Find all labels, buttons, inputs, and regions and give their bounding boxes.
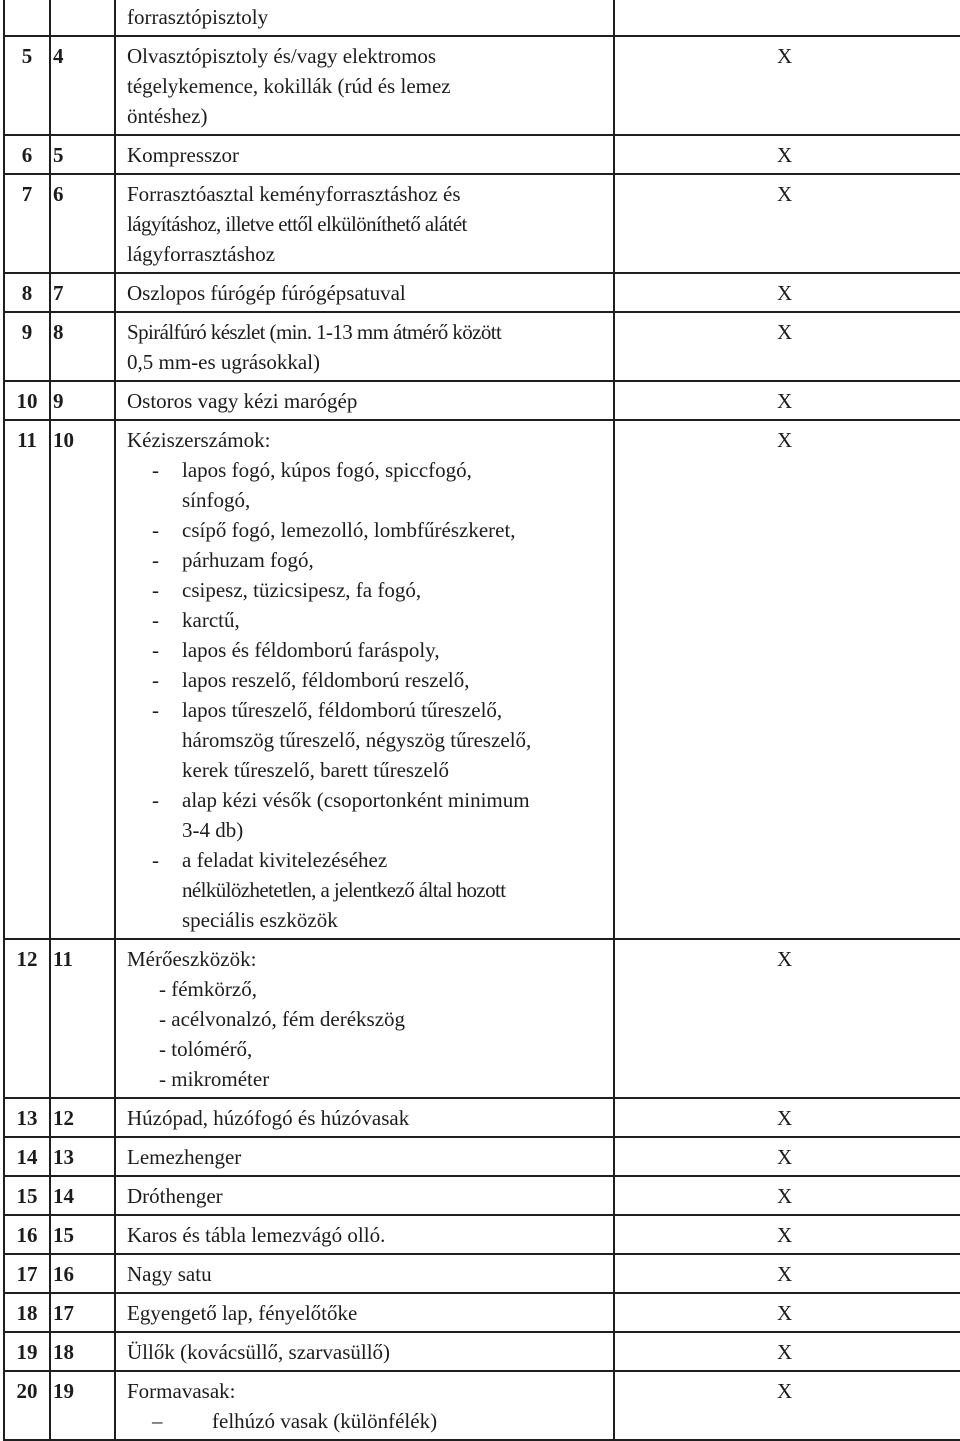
list-item: - fémkörző, [159,977,257,1001]
mark-cell [614,312,960,381]
item-description [115,174,614,273]
mark-cell [614,939,960,1098]
description-line: Húzópad, húzófogó és húzóvasak [127,1106,410,1130]
description-line: Olvasztópisztoly és/vagy elektromos [127,44,437,68]
item-number: 14 [50,1176,115,1215]
row-number: 11 [4,420,50,939]
list-item-line: sínfogó, [182,488,251,512]
list-item [127,785,613,845]
mark: X [777,1184,793,1208]
list-item [127,695,613,785]
description-line: Karos és tábla lemezvágó olló. [127,1223,386,1247]
table-row [4,1371,960,1440]
list-item [127,575,613,605]
mark: X [777,44,793,68]
list-item [127,605,613,635]
mark-cell [614,1332,960,1371]
section-title: Formavasak: [127,1379,236,1403]
item-description [115,0,614,36]
row-number: 7 [4,174,50,273]
mark: X [777,320,793,344]
row-number: 20 [4,1371,50,1440]
list-item [127,545,613,575]
list-item [127,515,613,545]
mark-cell [614,1254,960,1293]
item-number: 5 [50,135,115,174]
item-number: 13 [50,1137,115,1176]
list-item: - acélvonalzó, fém derékszög [159,1007,406,1031]
description-line: Dróthenger [127,1184,223,1208]
row-number: 5 [4,36,50,135]
table-row [4,1176,960,1215]
dash: - [152,518,159,542]
description-line: Kompresszor [127,143,239,167]
table-row [4,0,960,36]
list-item-line: nélkülözhetetlen, a jelentkező által hozott [182,878,506,902]
row-number: 12 [4,939,50,1098]
item-number: 6 [50,174,115,273]
item-number: 19 [50,1371,115,1440]
item-description [115,312,614,381]
row-number: 9 [4,312,50,381]
row-number: 16 [4,1215,50,1254]
row-number: 6 [4,135,50,174]
mark: X [777,1379,793,1403]
description-line: Lemezhenger [127,1145,242,1169]
dash: - [152,698,159,722]
table-row [4,1254,960,1293]
item-number: 10 [50,420,115,939]
item-description [115,1176,614,1215]
mark: X [777,1223,793,1247]
item-description [115,1371,614,1440]
mark: X [777,1106,793,1130]
table-row [4,174,960,273]
list-item [127,455,613,515]
description-line: Nagy satu [127,1262,212,1286]
mark: X [777,1340,793,1364]
item-description [115,1098,614,1137]
mark: X [777,281,793,305]
mark-cell [614,1371,960,1440]
row-number: 10 [4,381,50,420]
item-description [115,1332,614,1371]
list-item-line: csipesz, tüzicsipesz, fa fogó, [182,578,422,602]
list-item [127,665,613,695]
item-number: 9 [50,381,115,420]
mark-cell [614,1137,960,1176]
mark-cell [614,1176,960,1215]
dash: - [152,548,159,572]
section-title: Mérőeszközök: [127,947,257,971]
item-number: 12 [50,1098,115,1137]
item-description [115,381,614,420]
dash: - [152,458,159,482]
mark-cell [614,273,960,312]
section-title: Kéziszerszámok: [127,428,271,452]
mark-cell [614,420,960,939]
equipment-table [3,0,960,1441]
list-item-line: karctű, [182,608,240,632]
mark: X [777,143,793,167]
list-item-line: kerek tűreszelő, barett tűreszelő [182,758,450,782]
list-item-line: párhuzam fogó, [182,548,314,572]
table-row [4,1137,960,1176]
item-number [50,0,115,36]
description-line: Ostoros vagy kézi marógép [127,389,358,413]
description-line: öntéshez) [127,104,208,128]
table-row [4,381,960,420]
mark: X [777,182,793,206]
table-row [4,312,960,381]
list-item-line: háromszög tűreszelő, négyszög tűreszelő, [182,728,532,752]
mark-cell [614,0,960,36]
table-row [4,1098,960,1137]
description-line: Üllők (kovácsüllő, szarvasüllő) [127,1340,391,1364]
description-line: forrasztópisztoly [127,5,269,29]
list-item [127,1406,613,1436]
row-number: 15 [4,1176,50,1215]
item-description [115,420,614,939]
item-number: 16 [50,1254,115,1293]
item-number: 17 [50,1293,115,1332]
mark-cell [614,174,960,273]
item-description [115,135,614,174]
list-item [127,635,613,665]
description-line: Egyengető lap, fényelőtőke [127,1301,358,1325]
mark-cell [614,1215,960,1254]
table-row [4,135,960,174]
mark-cell [614,381,960,420]
dash: - [152,848,159,872]
item-description [115,939,614,1098]
row-number: 14 [4,1137,50,1176]
description-line: Oszlopos fúrógép fúrógépsatuval [127,281,406,305]
list-item-line: 3-4 db) [182,818,244,842]
item-number: 4 [50,36,115,135]
mark-cell [614,1098,960,1137]
dash: – [152,1409,163,1433]
table-row [4,1293,960,1332]
dash: - [152,638,159,662]
mark: X [777,1145,793,1169]
item-number: 11 [50,939,115,1098]
row-number: 19 [4,1332,50,1371]
mark: X [777,389,793,413]
mark: X [777,1301,793,1325]
list-item: - tolómérő, [159,1037,253,1061]
table-row [4,273,960,312]
list-item-line: lapos reszelő, féldomború reszelő, [182,668,470,692]
item-description [115,1215,614,1254]
row-number: 13 [4,1098,50,1137]
item-description [115,1254,614,1293]
description-line: lágyforrasztáshoz [127,242,276,266]
table-row [4,36,960,135]
item-number: 18 [50,1332,115,1371]
mark: X [777,1262,793,1286]
item-number: 8 [50,312,115,381]
mark-cell [614,36,960,135]
description-line: lágyításhoz, illetve ettől elkülöníthető alátét [127,212,467,236]
list-item-line: a feladat kivitelezéséhez [182,848,388,872]
item-description [115,273,614,312]
description-line: tégelykemence, kokillák (rúd és lemez [127,74,451,98]
item-description [115,1137,614,1176]
row-number: 18 [4,1293,50,1332]
row-number: 17 [4,1254,50,1293]
list-item: - mikrométer [159,1067,270,1091]
dash: - [152,578,159,602]
item-description [115,1293,614,1332]
item-number: 15 [50,1215,115,1254]
item-description [115,36,614,135]
description-line: Forrasztóasztal keményforrasztáshoz és [127,182,461,206]
item-number: 7 [50,273,115,312]
list-item-line: csípő fogó, lemezolló, lombfűrészkeret, [182,518,516,542]
row-number: 8 [4,273,50,312]
row-number [4,0,50,36]
mark-cell [614,1293,960,1332]
table-row [4,1215,960,1254]
list-item [127,845,613,935]
description-line: Spirálfúró készlet (min. 1-13 mm átmérő között [127,320,502,344]
mark: X [777,428,793,452]
list-item-line: speciális eszközök [182,908,338,932]
dash: - [152,668,159,692]
list-item-line: lapos tűreszelő, féldomború tűreszelő, [182,698,503,722]
list-item-line: lapos és féldomború faráspoly, [182,638,440,662]
list-item-line: felhúzó vasak (különfélék) [212,1409,438,1433]
list-item-line: alap kézi vésők (csoportonként minimum [182,788,530,812]
description-line: 0,5 mm-es ugrásokkal) [127,350,321,374]
dash: - [152,788,159,812]
table-row [4,939,960,1098]
table-row [4,1332,960,1371]
dash: - [152,608,159,632]
mark-cell [614,135,960,174]
table-row [4,420,960,939]
list-item-line: lapos fogó, kúpos fogó, spiccfogó, [182,458,472,482]
mark: X [777,947,793,971]
